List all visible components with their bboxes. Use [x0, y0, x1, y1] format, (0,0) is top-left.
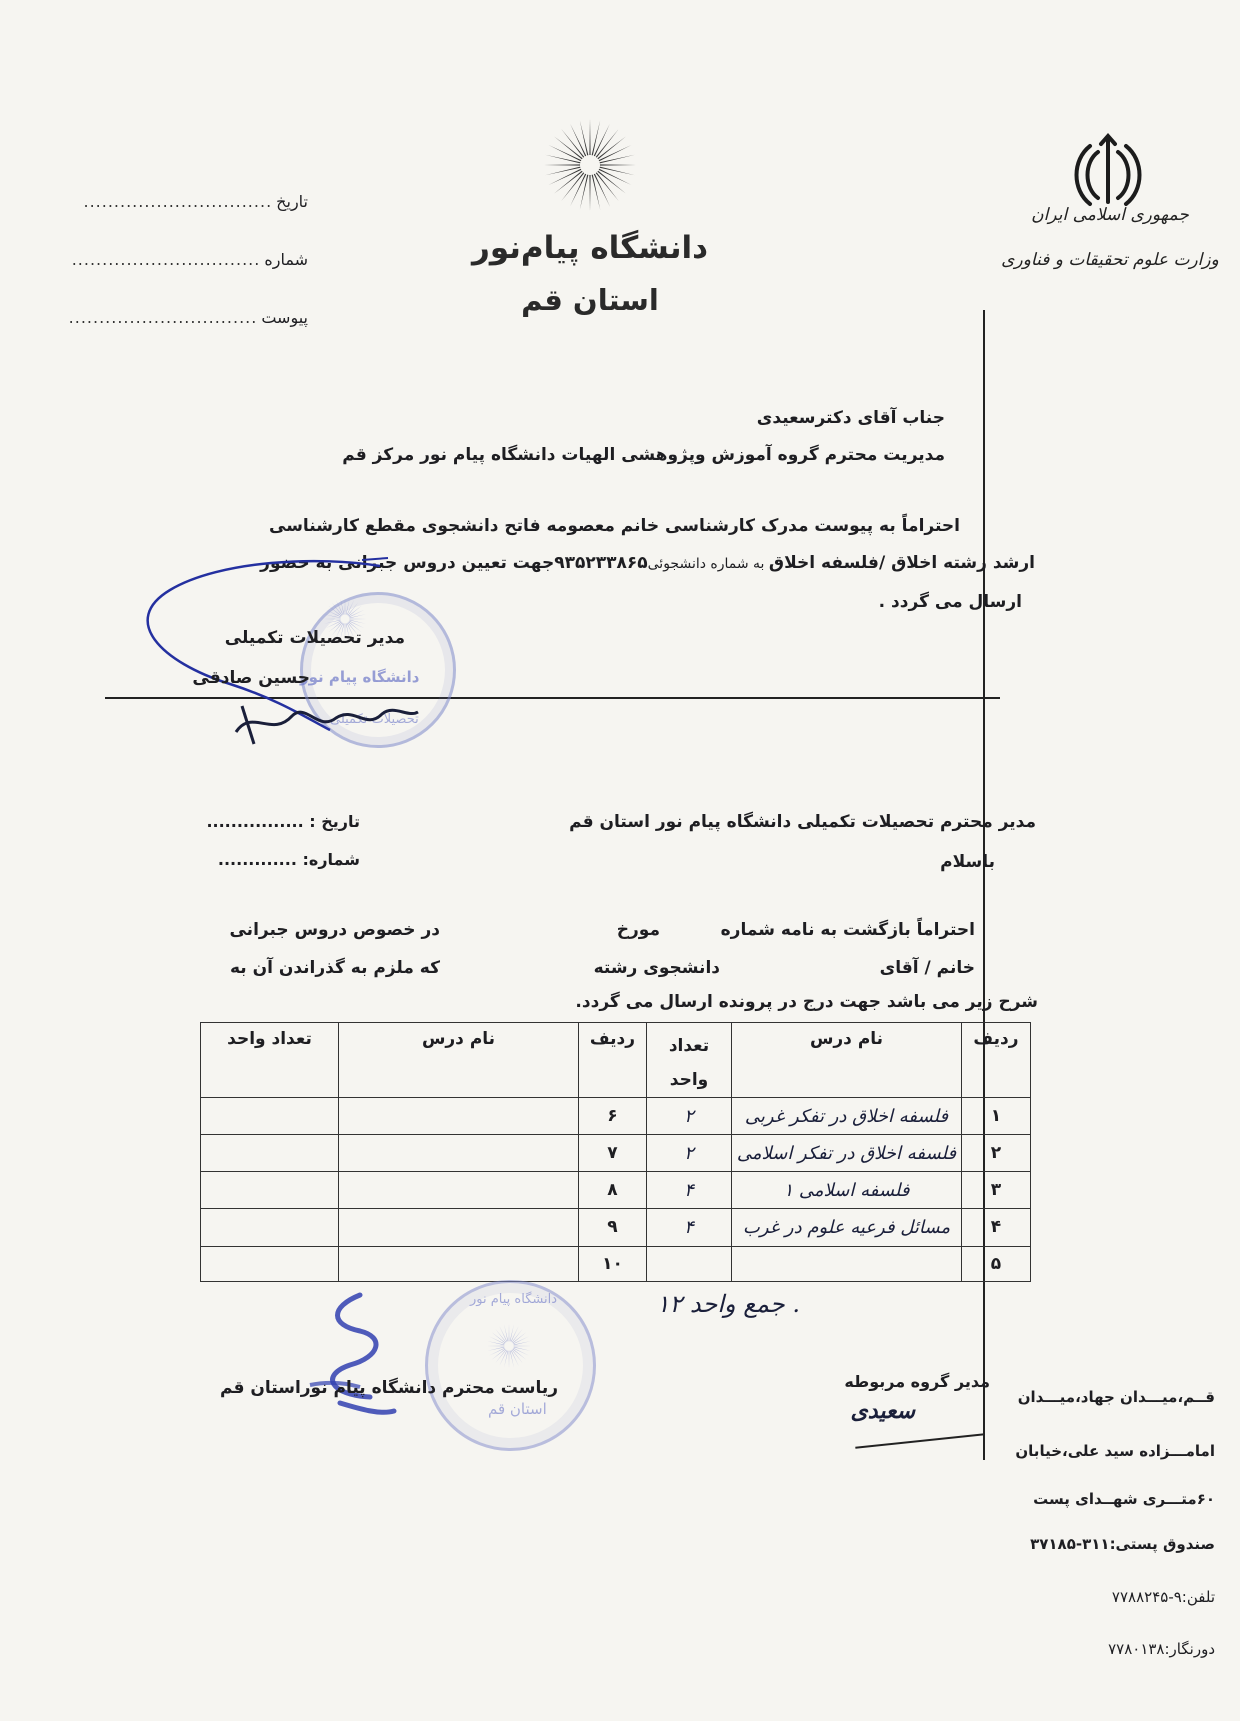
cell-course2 [339, 1098, 579, 1135]
sunburst-ray [592, 120, 601, 155]
cell-units [647, 1246, 732, 1282]
sunburst-ray [514, 1347, 531, 1351]
vertical-rule [983, 310, 985, 1460]
header-number-label: شماره [264, 250, 308, 269]
address-line-3: ۶۰متـــری شهــدای پست [1033, 1490, 1215, 1508]
cell-row2: ۸ [579, 1172, 647, 1209]
cell-course2 [339, 1246, 579, 1282]
table-row [201, 1209, 1031, 1246]
stamp-sunburst-icon-2 [485, 1322, 533, 1370]
col-header-row2: ردیف [579, 1023, 647, 1098]
university-name: دانشگاه پیام‌نور [471, 230, 709, 266]
letter2-date-field [206, 812, 360, 831]
sunburst-ray [561, 129, 584, 158]
sunburst-ray [487, 1341, 504, 1345]
cell-course2 [339, 1172, 579, 1209]
signature-underline [855, 1433, 984, 1449]
sunburst-ray [554, 171, 583, 194]
sunburst-ray [487, 1346, 504, 1347]
signer-signature [232, 688, 422, 748]
sunburst-ray [513, 1349, 527, 1360]
address-line-1: قــم،میـــدان جهاد،میـــدان [1017, 1388, 1215, 1406]
letter1-field: ارشد رشته اخلاق /فلسفه اخلاق [768, 553, 1035, 573]
cell-units: ۴ [647, 1172, 732, 1209]
sunburst-ray [492, 1332, 506, 1343]
sunburst-ray [545, 167, 580, 176]
letter2-para2-obligation: که ملزم به گذراندن آن به [229, 958, 440, 978]
letter2-addressee: مدیر محترم تحصیلات تکمیلی دانشگاه پیام نور استان قم [569, 812, 1036, 832]
republic-text: جمهوری اسلامی ایران [1031, 205, 1189, 225]
cell-course2 [339, 1135, 579, 1172]
sunburst-ray [510, 1324, 514, 1341]
sunburst-ray [596, 129, 619, 158]
letter2-para3: شرح زیر می باشد جهت درج در پرونده ارسال می گردد. [575, 992, 1038, 1012]
col-header-units2: تعداد واحد [201, 1023, 339, 1098]
letter2-greeting: باسلام [940, 852, 995, 872]
sunburst-ray [512, 1350, 523, 1364]
sunburst-ray [597, 136, 626, 159]
address-line-2: امامـــزاده سید علی،خیابان [1015, 1442, 1215, 1460]
header-attachment-label: پیوست [261, 308, 308, 327]
letter2-para1-ref: احتراماً بازگشت به نامه شماره [720, 920, 975, 940]
address-line-4: صندوق پستی:۳۱۱-۳۷۱۸۵ [1030, 1535, 1215, 1553]
footer-recipient: ریاست محترم دانشگاه پیام نوراستان قم [220, 1378, 558, 1398]
sunburst-ray [561, 172, 584, 201]
stamp2-text-top: دانشگاه پیام نور [470, 1292, 557, 1307]
letter1-addressee: جناب آقای دکترسعیدی [756, 408, 945, 428]
sunburst-ray [544, 164, 580, 165]
cell-units2 [201, 1098, 339, 1135]
sunburst-ray [512, 1329, 523, 1343]
table-row [201, 1135, 1031, 1172]
header-attachment-field [69, 308, 308, 327]
header-date-label: تاریخ [276, 192, 308, 211]
cell-row: ۲ [962, 1135, 1031, 1172]
letter1-signer-title: مدیر تحصیلات تکمیلی [224, 628, 405, 648]
table-row [201, 1172, 1031, 1209]
header-number-field [72, 250, 308, 269]
sunburst-ray [487, 1347, 504, 1351]
sunburst-ray [495, 1350, 506, 1364]
cell-row: ۴ [962, 1209, 1031, 1246]
iran-emblem-icon [1068, 132, 1148, 212]
cell-course: فلسفه اخلاق در تفکر غربی [732, 1098, 962, 1135]
letter1-signer-name: حسین صادقی [192, 668, 310, 688]
letter2-para1-date: مورخ [616, 920, 660, 940]
header-number-dots: ............................... [71, 250, 261, 269]
sunburst-ray [495, 1329, 506, 1343]
col-header-course2: نام درس [339, 1023, 579, 1098]
sunburst-ray [514, 1346, 531, 1347]
sunburst-ray [554, 136, 583, 159]
cell-course: فلسفه اخلاق در تفکر اسلامی [732, 1135, 962, 1172]
col-header-row: ردیف [962, 1023, 1031, 1098]
letter1-student-no-label: به شماره دانشجوئی [647, 556, 769, 572]
sunburst-ray [580, 175, 589, 210]
cell-units2 [201, 1209, 339, 1246]
letter2-para2-field: دانشجوی رشته [593, 958, 720, 978]
sunburst-ray [596, 172, 619, 201]
stamp1-text: دانشگاه پیام نور [300, 668, 420, 686]
col-header-units: تعداد واحد [647, 1023, 732, 1098]
cell-row2: ۹ [579, 1209, 647, 1246]
sunburst-ray [514, 1341, 531, 1345]
letter2-para1-subject: در خصوص دروس جبرانی [229, 920, 440, 940]
university-province: استان قم [521, 283, 659, 317]
sunburst-ray [592, 175, 601, 210]
letter2-number-field [218, 850, 360, 869]
ministry-text: وزارت علوم تحقیقات و فناوری [1001, 250, 1219, 270]
table-row [201, 1098, 1031, 1135]
sunburst-ray [513, 1332, 527, 1343]
letter1-student-no: ۹۳۵۲۳۳۸۶۵جهت تعیین دروس جبرانی به حضور [260, 553, 648, 573]
col-header-course: نام درس [732, 1023, 962, 1098]
cell-units: ۲ [647, 1135, 732, 1172]
cell-row2: ۶ [579, 1098, 647, 1135]
sunburst-ray [492, 1349, 506, 1360]
letter2-number-label: شماره: [302, 850, 360, 869]
sunburst-ray [545, 155, 580, 164]
total-units-handwritten: . جمع واحد ۱۲ [656, 1290, 800, 1318]
sunburst-ray [504, 1351, 508, 1368]
approval-ink-mark [290, 1285, 410, 1425]
sunburst-ray [597, 171, 626, 194]
cell-row2: ۷ [579, 1135, 647, 1172]
header-date-field [83, 192, 308, 211]
letter1-body-line3: ارسال می گردد . [878, 592, 1022, 612]
sunburst-ray [600, 167, 635, 176]
header-date-dots: ............................... [83, 192, 273, 211]
stamp2-text-bottom: استان قم [488, 1400, 547, 1418]
sunburst-ray [509, 1324, 510, 1341]
group-manager-label: مدیر گروه مربوطه [844, 1372, 990, 1391]
letter2-date-label: تاریخ : [309, 812, 360, 831]
sunburst-ray [589, 175, 590, 211]
sunburst-ray [600, 155, 635, 164]
cell-row: ۳ [962, 1172, 1031, 1209]
sunburst-ray [600, 164, 636, 165]
header-attachment-dots: ............................... [68, 308, 258, 327]
cell-units2 [201, 1246, 339, 1282]
cell-units2 [201, 1135, 339, 1172]
sunburst-ray [589, 119, 590, 155]
cell-course: مسائل فرعیه علوم در غرب [732, 1209, 962, 1246]
cell-course [732, 1246, 962, 1282]
letter2-date-dots: ................ [206, 812, 304, 831]
sunburst-ray [509, 1351, 510, 1368]
cell-course: فلسفه اسلامی ۱ [732, 1172, 962, 1209]
courses-table [200, 1022, 1031, 1282]
letter2-number-dots: ............. [217, 850, 297, 869]
cell-units: ۲ [647, 1098, 732, 1135]
cell-row: ۱ [962, 1098, 1031, 1135]
cell-units2 [201, 1172, 339, 1209]
cell-row2: ۱۰ [579, 1246, 647, 1282]
footer-phone: تلفن:۹-۷۷۸۸۲۴۵ [1111, 1588, 1215, 1606]
footer-fax: دورنگار:۷۷۸۰۱۳۸ [1108, 1640, 1215, 1658]
stamp1-text-bottom: تحصیلات تکمیلی [330, 712, 419, 727]
letter2-para2-name: خانم / آقای [879, 958, 975, 978]
letter1-addressee-title: مدیریت محترم گروه آموزش وپژوهشی الهیات دانشگاه پیام نور مرکز قم [342, 445, 945, 465]
cell-row: ۵ [962, 1246, 1031, 1282]
group-manager-signature: سعیدی [850, 1398, 915, 1424]
sunburst-ray [580, 120, 589, 155]
sunburst-ray [510, 1351, 514, 1368]
table-row [201, 1246, 1031, 1282]
cell-units: ۴ [647, 1209, 732, 1246]
cell-course2 [339, 1209, 579, 1246]
sunburst-ray [504, 1324, 508, 1341]
university-logo-icon [540, 115, 640, 215]
letter1-body-line1: احتراماً به پیوست مدرک کارشناسی خانم معصومه فاتح دانشجوی مقطع کارشناسی [269, 516, 960, 536]
